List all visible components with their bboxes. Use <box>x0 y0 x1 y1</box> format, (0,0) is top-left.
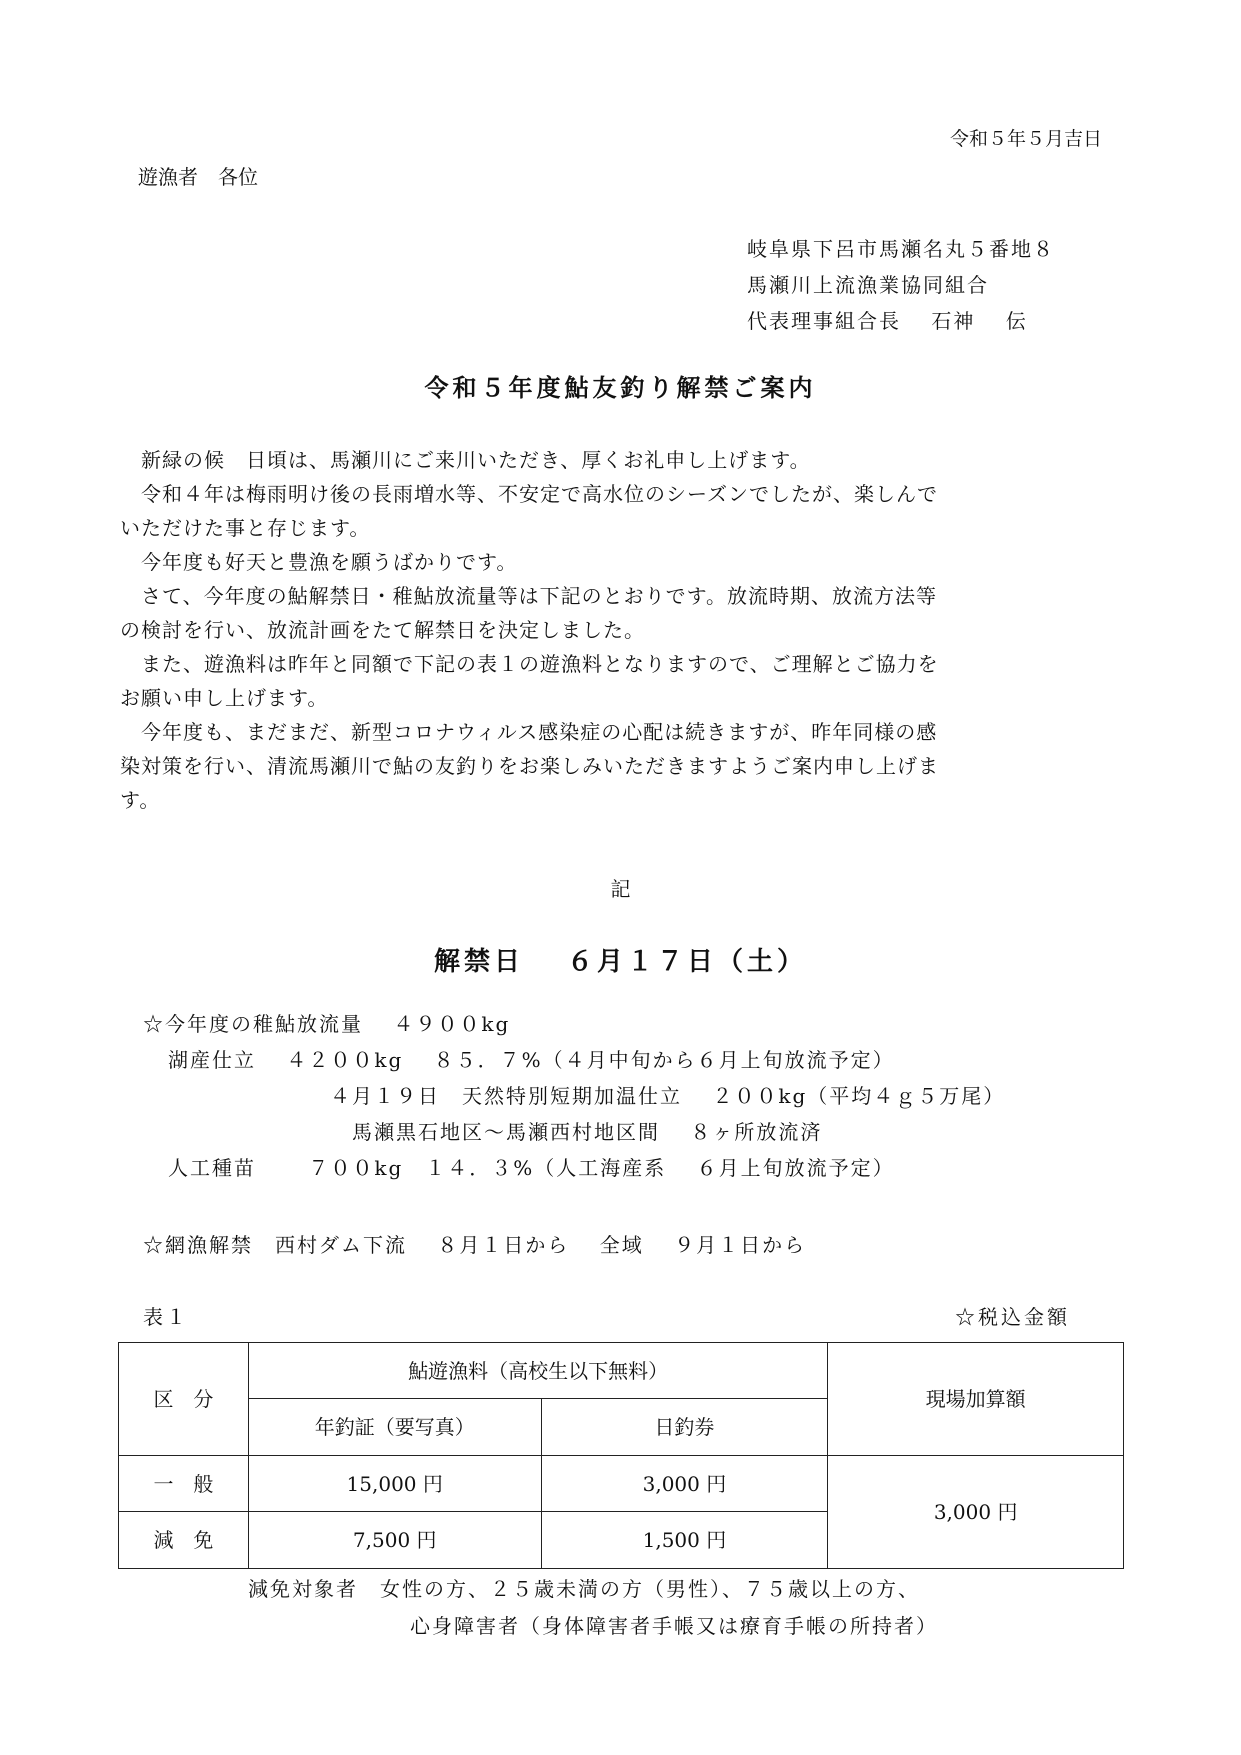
release-lake-area: 馬瀬黒石地区～馬瀬西村地区間 ８ヶ所放流済 <box>352 1120 823 1144</box>
release-lake: 湖産仕立 ４２００kg ８５．７%（４月中旬から６月上旬放流予定） <box>168 1048 895 1072</box>
table-row <box>119 1456 1124 1512</box>
body-line: また、遊漁料は昨年と同額で下記の表１の遊漁料となりますので、ご理解とご協力を <box>120 652 939 676</box>
row-category: 減 免 <box>119 1512 249 1569</box>
header-category: 区 分 <box>119 1343 249 1456</box>
body-line: す。 <box>120 788 161 812</box>
body-line: 今年度も好天と豊漁を願うばかりです。 <box>120 550 518 574</box>
net-fishing-opening: ☆網漁解禁 西村ダム下流 ８月１日から 全域 ９月１日から <box>143 1233 807 1257</box>
row-annual-fee: 15,000 円 <box>248 1456 541 1512</box>
release-lake-special: ４月１９日 天然特別短期加温仕立 ２００kg（平均４ｇ５万尾） <box>330 1084 1006 1108</box>
tax-note: ☆税込金額 <box>955 1305 1070 1329</box>
ki-heading: 記 <box>610 877 631 901</box>
table-label: 表１ <box>143 1305 189 1329</box>
header-annual: 年釣証（要写真） <box>248 1399 541 1456</box>
header-fee-group: 鮎遊漁料（高校生以下無料） <box>248 1343 827 1399</box>
header-daily: 日釣券 <box>541 1399 828 1456</box>
body-line: 今年度も、まだまだ、新型コロナウィルス感染症の心配は続きますが、昨年同様の感 <box>120 720 938 744</box>
sender-block <box>747 231 1055 339</box>
onsite-fee: 3,000 円 <box>828 1456 1124 1569</box>
body-line: の検討を行い、放流計画をたて解禁日を決定しました。 <box>120 618 645 642</box>
fee-table <box>118 1342 1124 1569</box>
body-text <box>120 443 1120 817</box>
release-artificial: 人工種苗 ７００kg １４．３%（人工海産系 ６月上旬放流予定） <box>168 1156 895 1180</box>
body-line: 新緑の候 日頃は、馬瀬川にご来川いただき、厚くお礼申し上げます。 <box>120 448 811 472</box>
sender-representative: 代表理事組合長 石神 伝 <box>747 309 1028 333</box>
body-line: 令和４年は梅雨明け後の長雨増水等、不安定で高水位のシーズンでしたが、楽しんで <box>120 482 938 506</box>
row-category: 一 般 <box>119 1456 249 1512</box>
opening-date-heading: 解禁日 ６月１７日（土） <box>433 947 808 977</box>
sender-organization: 馬瀬川上流漁業協同組合 <box>747 273 989 297</box>
body-line: お願い申し上げます。 <box>120 686 329 710</box>
header-onsite: 現場加算額 <box>828 1343 1124 1456</box>
body-line: いただけた事と存じます。 <box>120 516 371 540</box>
addressee: 遊漁者 各位 <box>138 165 258 189</box>
document-title: 令和５年度鮎友釣り解禁ご案内 <box>424 373 817 402</box>
reduction-eligibility: 減免対象者 女性の方、２５歳未満の方（男性）、７５歳以上の方、 <box>248 1577 920 1601</box>
issue-date: 令和５年５月吉日 <box>950 128 1103 150</box>
table-row <box>119 1343 1124 1399</box>
row-daily-fee: 1,500 円 <box>541 1512 828 1569</box>
reduction-disability: 心身障害者（身体障害者手帳又は療育手帳の所持者） <box>410 1614 938 1638</box>
sender-address: 岐阜県下呂市馬瀬名丸５番地８ <box>747 237 1055 261</box>
row-annual-fee: 7,500 円 <box>248 1512 541 1569</box>
row-daily-fee: 3,000 円 <box>541 1456 828 1512</box>
release-total: ☆今年度の稚鮎放流量 ４９００kg <box>143 1012 511 1036</box>
body-line: さて、今年度の鮎解禁日・稚鮎放流量等は下記のとおりです。放流時期、放流方法等 <box>120 584 937 608</box>
body-line: 染対策を行い、清流馬瀬川で鮎の友釣りをお楽しみいただきますようご案内申し上げま <box>120 754 939 778</box>
